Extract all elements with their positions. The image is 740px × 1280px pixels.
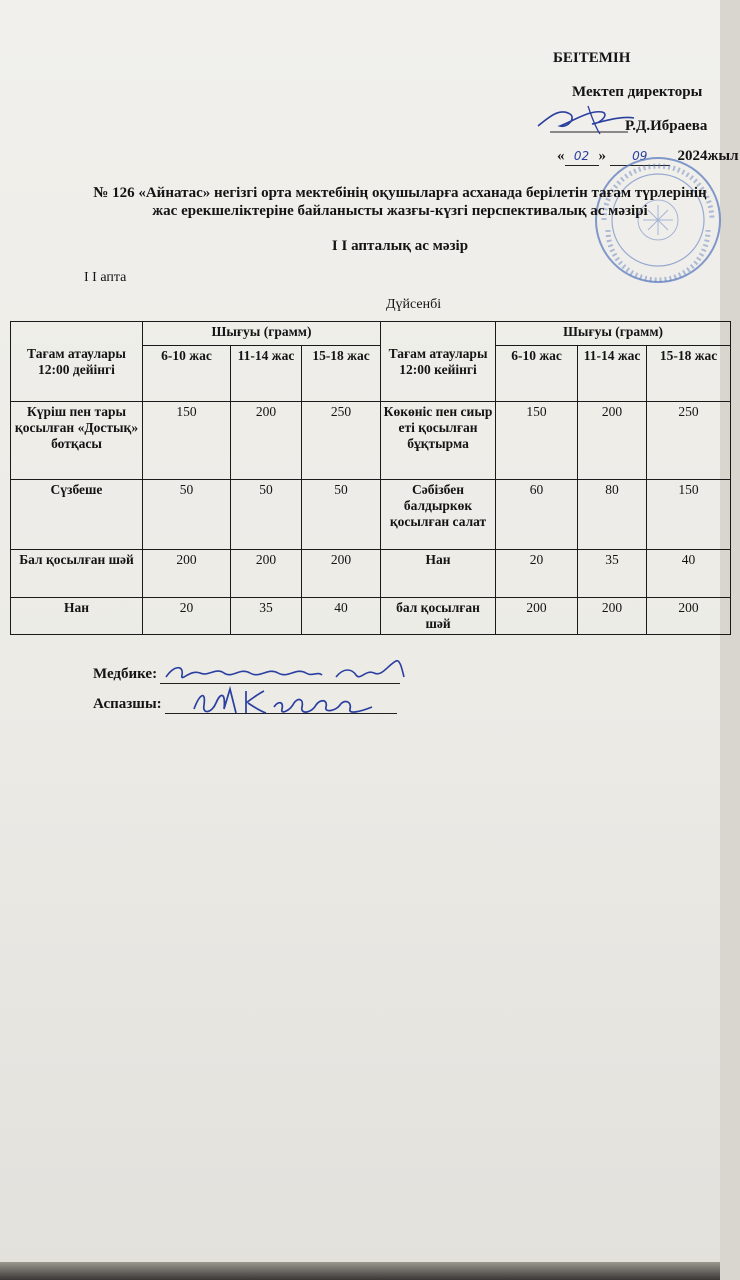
- date-close-quote: »: [598, 148, 606, 164]
- header-dishes-before: Тағам атаулары 12:00 дейінгі: [11, 322, 143, 402]
- approval-role: Мектеп директоры: [572, 84, 703, 100]
- portion-cell: 150: [496, 402, 578, 480]
- week-label: І І апта: [84, 270, 127, 285]
- table-row: [11, 550, 731, 598]
- dish-before: Нан: [11, 598, 143, 635]
- portion-cell: 40: [647, 550, 731, 598]
- portion-cell: 200: [231, 550, 302, 598]
- portion-cell: 150: [647, 480, 731, 550]
- nurse-label: Медбике:: [93, 666, 158, 682]
- age-header: 11-14 жас: [231, 346, 302, 402]
- age-header: 6-10 жас: [143, 346, 231, 402]
- director-signature: [530, 98, 640, 138]
- portion-cell: 200: [647, 598, 731, 635]
- portion-cell: 200: [578, 402, 647, 480]
- age-header: 15-18 жас: [302, 346, 381, 402]
- document-heading-line1: № 126 «Айнатас» негізгі орта мектебінің оқушыларға асханада берілетін тағам түрлерінің: [93, 185, 707, 201]
- cook-label: Аспазшы:: [93, 696, 162, 712]
- dish-after: Сәбізбен балдыркөк қосылған салат: [381, 480, 496, 550]
- portion-cell: 200: [143, 550, 231, 598]
- date-month: 09: [632, 149, 648, 163]
- age-header: 6-10 жас: [496, 346, 578, 402]
- portion-cell: 50: [231, 480, 302, 550]
- header-output-after: Шығуы (грамм): [496, 322, 731, 346]
- portion-cell: 40: [302, 598, 381, 635]
- date-day: 02: [573, 149, 590, 163]
- portion-cell: 250: [647, 402, 731, 480]
- portion-cell: 200: [496, 598, 578, 635]
- portion-cell: 50: [302, 480, 381, 550]
- dish-before: Сүзбеше: [11, 480, 143, 550]
- cook-signature: [190, 683, 390, 721]
- portion-cell: 200: [578, 598, 647, 635]
- table-row: [11, 598, 731, 635]
- menu-table: [10, 321, 731, 635]
- header-dishes-after: Тағам атаулары 12:00 кейінгі: [381, 322, 496, 402]
- dish-before: Бал қосылған шәй: [11, 550, 143, 598]
- portion-cell: 250: [302, 402, 381, 480]
- dish-after: Көкөніс пен сиыр еті қосылған бұқтырма: [381, 402, 496, 480]
- portion-cell: 80: [578, 480, 647, 550]
- date-open-quote: «: [557, 148, 565, 164]
- menu-title: І І апталық ас мәзір: [331, 238, 469, 254]
- date-year: 2024жыл: [677, 148, 739, 164]
- portion-cell: 200: [231, 402, 302, 480]
- portion-cell: 35: [578, 550, 647, 598]
- portion-cell: 50: [143, 480, 231, 550]
- portion-cell: 20: [496, 550, 578, 598]
- dish-after: бал қосылған шәй: [381, 598, 496, 635]
- portion-cell: 20: [143, 598, 231, 635]
- school-stamp: [588, 150, 728, 290]
- dish-after: Нан: [381, 550, 496, 598]
- header-output-before: Шығуы (грамм): [143, 322, 381, 346]
- document-heading-line2: жас ерекшеліктеріне байланысты жазғы-күзгі перспективалық ас мәзірі: [152, 203, 648, 219]
- approval-name: Р.Д.Ибраева: [625, 118, 708, 134]
- age-header: 15-18 жас: [647, 346, 731, 402]
- approval-title: БЕІТЕМІН: [553, 50, 631, 66]
- page-bottom-shadow: [0, 1262, 720, 1280]
- table-row: [11, 480, 731, 550]
- day-label: Дүйсенбі: [386, 297, 442, 312]
- portion-cell: 150: [143, 402, 231, 480]
- age-header: 11-14 жас: [578, 346, 647, 402]
- portion-cell: 60: [496, 480, 578, 550]
- portion-cell: 35: [231, 598, 302, 635]
- table-row: [11, 402, 731, 480]
- dish-before: Күріш пен тары қосылған «Достық» ботқасы: [11, 402, 143, 480]
- portion-cell: 200: [302, 550, 381, 598]
